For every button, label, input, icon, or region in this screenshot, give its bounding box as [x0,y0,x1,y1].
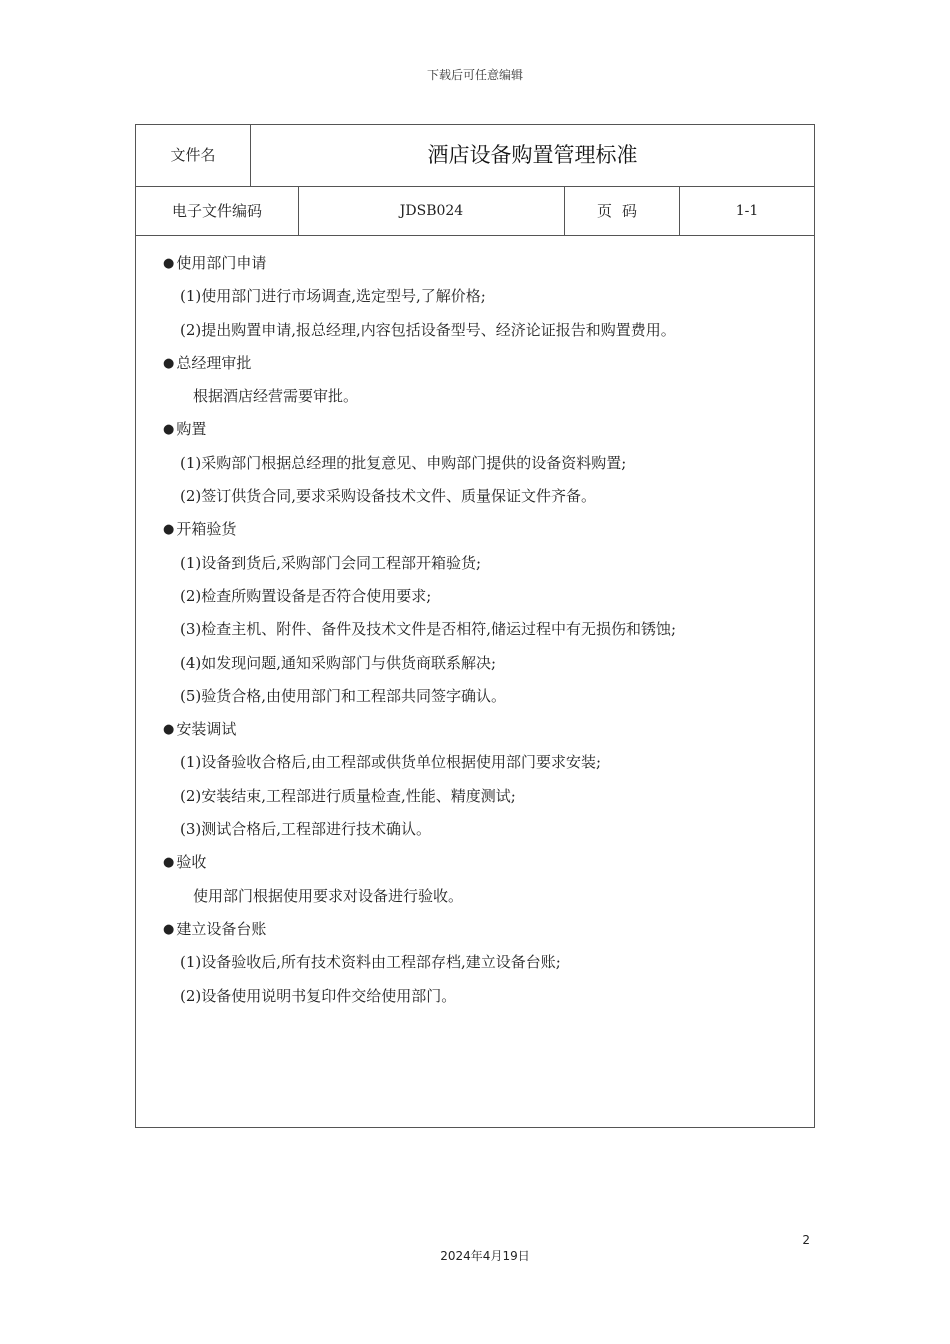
list-item: (5)验货合格,由使用部门和工程部共同签字确认。 [180,686,507,705]
section-heading: ● 购置 [163,420,207,439]
title-row [136,125,814,187]
code-label: 电子文件编码 [136,187,299,235]
page-number: 2 [802,1233,810,1247]
section-heading: ● 建立设备台账 [163,919,267,938]
list-item: (1)设备验收后,所有技术资料由工程部存档,建立设备台账; [180,953,561,972]
bullet-icon: ● [163,722,175,738]
section-text: 使用部门根据使用要求对设备进行验收。 [193,886,464,905]
list-item: (2)检查所购置设备是否符合使用要求; [180,586,432,605]
section-heading: ● 使用部门申请 [163,254,267,272]
list-item: (2)提出购置申请,报总经理,内容包括设备型号、经济论证报告和购置费用。 [180,320,676,339]
list-item: (1)设备到货后,采购部门会同工程部开箱验货; [180,553,482,572]
list-item: (3)测试合格后,工程部进行技术确认。 [180,820,432,839]
list-item: (2)安装结束,工程部进行质量检查,性能、精度测试; [180,786,516,805]
footer-date: 2024年4月19日 [440,1249,530,1263]
document-title: 酒店设备购置管理标准 [427,143,638,167]
list-item: (2)设备使用说明书复印件交给使用部门。 [180,986,457,1005]
page-value: 1-1 [735,203,759,219]
document-body [136,247,814,1013]
bullet-icon: ● [163,522,175,538]
section-heading: ● 开箱验货 [163,520,237,539]
list-item: (3)检查主机、附件、备件及技术文件是否相符,储运过程中有无损伤和锈蚀; [180,620,677,639]
list-item: (1)设备验收合格后,由工程部或供货单位根据使用部门要求安装; [180,753,602,772]
bullet-icon: ● [163,855,175,871]
section-heading: ● 总经理审批 [163,353,252,372]
bullet-icon: ● [163,355,175,371]
section-heading: ● 安装调试 [163,720,237,739]
list-item: (2)签订供货合同,要求采购设备技术文件、质量保证文件齐备。 [180,487,597,506]
section-text: 根据酒店经营需要审批。 [193,387,359,406]
bullet-icon: ● [163,422,175,438]
list-item: (4)如发现问题,通知采购部门与供货商联系解决; [180,653,497,672]
bullet-icon: ● [163,921,175,937]
bullet-icon: ● [163,256,175,271]
section-heading: ● 验收 [163,853,207,872]
code-value: JDSB024 [299,187,565,235]
list-item: (1)使用部门进行市场调查,选定型号,了解价格; [180,287,486,306]
code-row [136,187,814,236]
page-label: 页码 [565,187,680,235]
document-frame [135,124,815,1128]
header-note: 下载后可任意编辑 [426,68,523,82]
file-name-label: 文件名 [136,125,251,186]
list-item: (1)采购部门根据总经理的批复意见、申购部门提供的设备资料购置; [180,453,627,472]
